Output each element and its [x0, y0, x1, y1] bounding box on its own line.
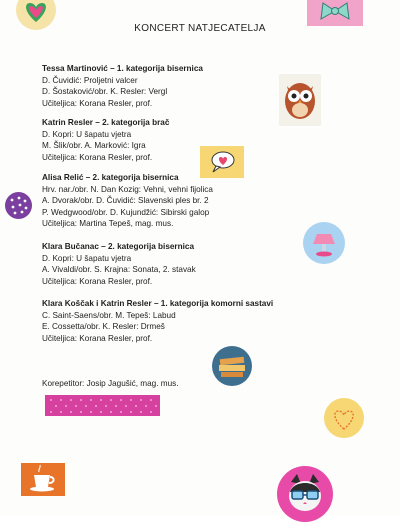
pink-tape-strip — [45, 395, 160, 416]
program-line: A. Dvorak/obr. D. Čuvidić: Slavenski ples br. 2 — [42, 196, 209, 205]
program-line: D. Šostaković/obr. K. Resler: Vergl — [42, 87, 168, 96]
teacher-line: Učiteljica: Korana Resler, prof. — [42, 276, 153, 286]
performer-block — [42, 117, 312, 163]
teacher-line: Učiteljica: Korana Resler, prof. — [42, 98, 153, 108]
tape-dots-pattern — [45, 395, 160, 416]
performer-heading: Katrin Resler – 2. kategorija brač — [42, 118, 170, 127]
accompanist-line: Korepetitor: Josip Jagušić, mag. mus. — [42, 379, 179, 388]
teacup-icon — [21, 463, 65, 496]
program-line: A. Vivaldi/obr. S. Krajna: Sonata, 2. stavak — [42, 265, 196, 274]
teacher-line: Učiteljica: Korana Resler, prof. — [42, 333, 153, 343]
heart-doodle-sticker — [324, 398, 364, 438]
program-line: M. Šlik/obr. A. Marković: Igra — [42, 141, 146, 150]
teacher-line: Učiteljica: Korana Resler, prof. — [42, 152, 153, 162]
polka-dot-sticker — [5, 192, 32, 219]
cat-with-glasses-sticker — [277, 466, 333, 522]
performer-block — [42, 172, 312, 230]
page-title: KONCERT NATJECATELJA — [134, 23, 266, 34]
books-icon — [212, 346, 252, 386]
cat-icon — [277, 466, 333, 522]
program-line: D. Kopri: U šapatu vjetra — [42, 253, 132, 263]
program-line: Hrv. nar./obr. N. Dan Kozig: Vehni, vehni fijolica — [42, 184, 213, 194]
performer-block — [42, 63, 312, 109]
books-sticker — [212, 346, 252, 386]
teacher-line: Učiteljica: Martina Tepeš, mag. mus. — [42, 219, 174, 228]
program-line: D. Čuvidić: Proljetni valcer — [42, 75, 138, 85]
program-line: D. Kopri: U šapatu vjetra — [42, 129, 132, 139]
performer-heading: Tessa Martinović – 1. kategorija bisernica — [42, 64, 203, 73]
teacup-sticker — [21, 463, 65, 496]
performer-heading: Alisa Relić – 2. kategorija bisernica — [42, 173, 179, 182]
performer-block — [42, 298, 342, 344]
performer-heading: Klara Koščak i Katrin Resler – 1. kategorija komorni sastavi — [42, 299, 274, 308]
polka-dots-icon — [5, 192, 32, 219]
performer-block — [42, 241, 312, 287]
program-line: E. Cossetta/obr. K. Resler: Drmeš — [42, 322, 165, 331]
performer-heading: Klara Bučanac – 2. kategorija bisernica — [42, 242, 194, 251]
heart-outline-icon — [324, 398, 364, 438]
program-line: P. Wedgwood/obr. D. Kujundžić: Sibirski galop — [42, 207, 210, 217]
program-line: C. Saint-Saens/obr. M. Tepeš: Labud — [42, 310, 176, 320]
